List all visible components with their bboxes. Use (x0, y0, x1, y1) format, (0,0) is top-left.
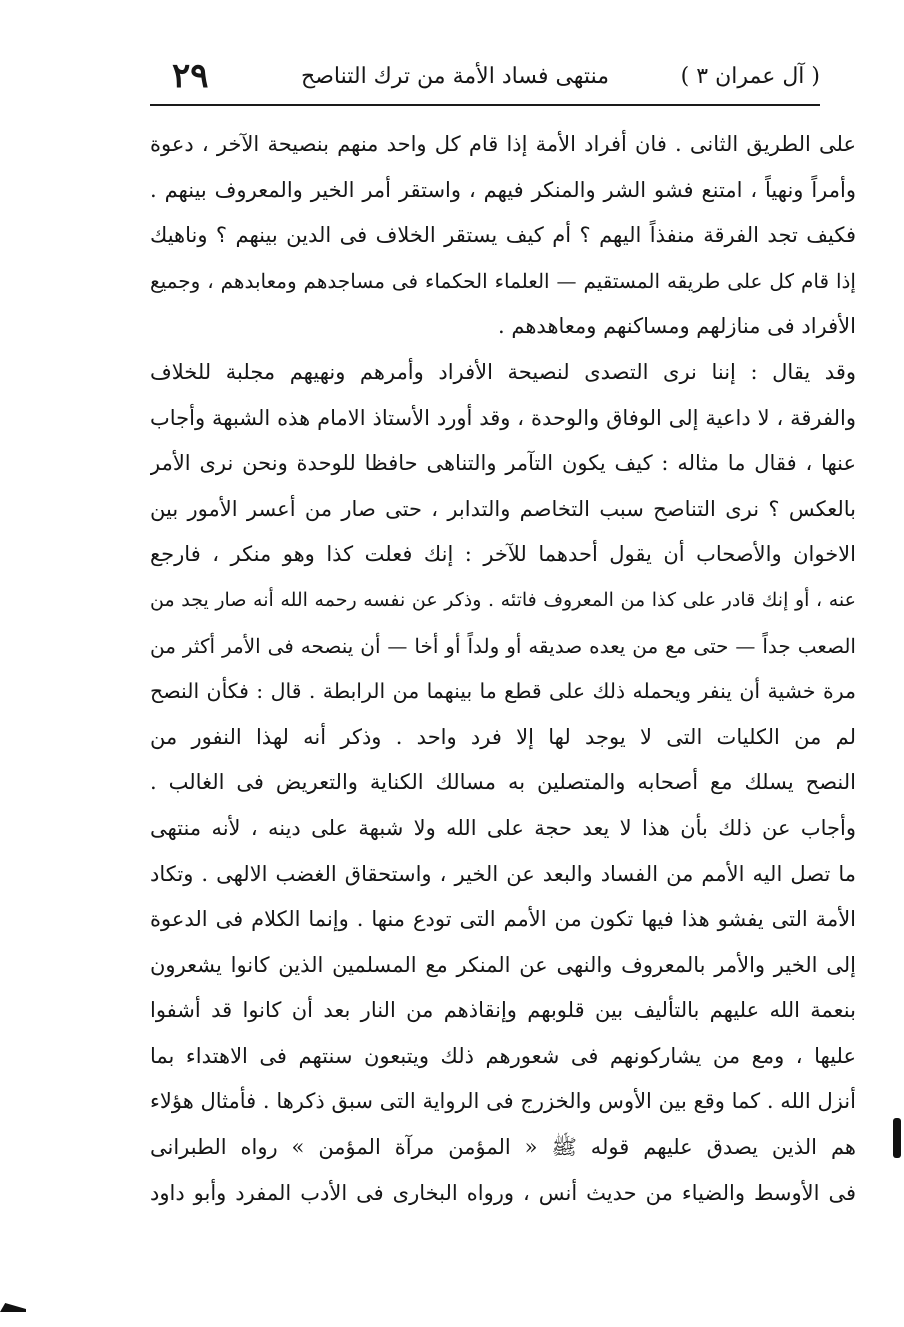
running-title: منتهى فساد الأمة من ترك التناصح (301, 64, 609, 89)
text-line: ما تصل اليه الأمم من الفساد والبعد عن الخير ، واستحقاق الغضب الالهى . وتكاد (150, 861, 856, 886)
scan-corner-mark (0, 1302, 26, 1312)
text-line: إذا قام كل على طريقه المستقيم — العلماء الحكماء فى مساجدهم ومعابدهم ، وجميع (150, 268, 856, 293)
text-line: أنزل الله . كما وقع بين الأوس والخزرج فى الرواية التى سبق ذكرها . فأمثال هؤلاء (150, 1089, 856, 1114)
text-line: وأمراً ونهياً ، امتنع فشو الشر والمنكر فيهم ، واستقر أمر الخير والمعروف بينهم . (150, 177, 856, 202)
text-line: النصح يسلك مع أصحابه والمتصلين به مسالك الكناية والتعريض فى الغالب . (150, 770, 856, 795)
text-line: مرة خشية أن ينفر ويحمله ذلك على قطع ما بينهما من الرابطة . قال : فكأن النصح (150, 679, 856, 704)
page-header (150, 56, 820, 100)
text-line: الأفراد فى منازلهم ومساكنهم ومعاهدهم . (498, 314, 856, 339)
header-divider (150, 104, 820, 106)
text-line: الأمة التى يفشو هذا فيها تكون من الأمم التى تودع منها . وإنما الكلام فى الدعوة (150, 907, 856, 932)
text-line: الصعب جداً — حتى مع من يعده صديقه أو ولداً أو أخا — أن ينصحه فى الأمر أكثر من (150, 633, 856, 658)
text-line: والفرقة ، لا داعية إلى الوفاق والوحدة ، وقد أورد الأستاذ الامام هذه الشبهة وأجاب (150, 405, 856, 430)
scan-margin-mark (893, 1118, 901, 1158)
page-number: ٢٩ (172, 56, 209, 96)
text-line: الاخوان والأصحاب أن يقول أحدهما للآخر : إنك فعلت كذا وهو منكر ، فارجع (150, 542, 856, 567)
surah-reference: ( آل عمران ٣ ) (680, 64, 820, 89)
text-line: بالعكس ؟ نرى التناصح سبب التخاصم والتدابر ، حتى صار من أعسر الأمور بين (150, 496, 856, 521)
text-line: على الطريق الثانى . فان أفراد الأمة إذا قام كل واحد منهم بنصيحة الآخر ، دعوة (150, 132, 856, 156)
text-line: فى الأوسط والضياء من حديث أنس ، ورواه البخارى فى الأدب المفرد وأبو داود (150, 1180, 856, 1205)
body-text (150, 122, 856, 1216)
text-line: وأجاب عن ذلك بأن هذا لا يعد حجة على الله ولا شبهة على دينه ، لأنه منتهى (150, 815, 856, 840)
text-line: وقد يقال : إننا نرى التصدى لنصيحة الأفراد وأمرهم ونهيهم مجلبة للخلاف (150, 359, 856, 384)
text-line: عنه ، أو إنك قادر على كذا من المعروف فاتئه . وذكر عن نفسه رحمه الله أنه صار يجد من (150, 588, 856, 611)
text-line: إلى الخير والأمر بالمعروف والنهى عن المنكر مع المسلمين الذين كانوا يشعرون (150, 952, 856, 977)
text-line: هم الذين يصدق عليهم قوله ﷺ « المؤمن مرآة المؤمن » رواه الطبرانى (150, 1135, 856, 1160)
text-line: لم من الكليات التى لا يوجد لها إلا فرد واحد . وذكر أنه لهذا النفور من (150, 724, 856, 749)
text-line: بنعمة الله عليهم بالتأليف بين قلوبهم وإنقاذهم من النار بعد أن كانوا قد أشفوا (150, 998, 856, 1023)
text-line: فكيف تجد الفرقة منفذاً اليهم ؟ أم كيف يستقر الخلاف فى الدين بينهم ؟ وناهيك (150, 223, 856, 248)
text-line: عليها ، ومع من يشاركونهم فى شعورهم ذلك ويتبعون سنتهم فى الاهتداء بما (150, 1043, 856, 1068)
text-line: عنها ، فقال ما مثاله : كيف يكون التآمر والتناهى حافظا للوحدة ونحن نرى الأمر (150, 451, 856, 476)
